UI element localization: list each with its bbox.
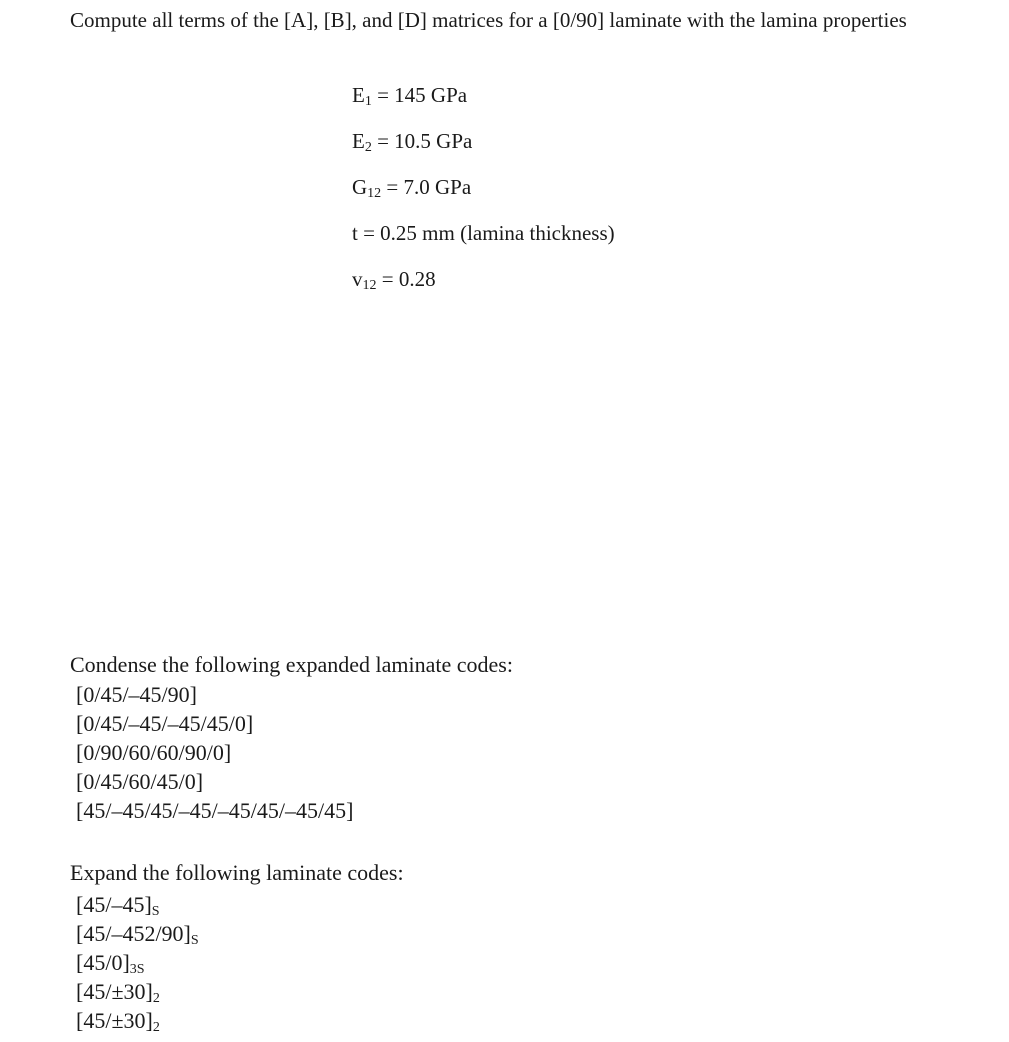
list-item: [45/–45/45/–45/–45/45/–45/45] (76, 798, 354, 823)
list-item: $[45/\pm 30]_2$ (76, 1008, 160, 1035)
list-item: $[45/\pm 30]_2$ (76, 979, 160, 1006)
property-v12: $v_{12} = 0.28$ (352, 267, 436, 293)
question-1-prompt (70, 6, 970, 35)
condense-list (76, 680, 353, 825)
property-e1: $E_1 = 145$ GPa (352, 83, 468, 109)
property-g12: $G_{12} = 7.0$ GPa (352, 175, 472, 201)
list-item: [0/90/60/60/90/0] (76, 740, 232, 765)
expand-title: Expand the following laminate codes: (70, 860, 404, 885)
list-item: $[45/-45]_S$ (76, 892, 160, 919)
lamina-properties (352, 81, 615, 311)
expand-list (76, 890, 199, 1035)
condense-title: Condense the following expanded laminate codes: (70, 652, 513, 677)
property-thickness: t = 0.25 mm (lamina thickness) (352, 221, 615, 245)
list-item: $[45/0]_{3S}$ (76, 950, 145, 977)
list-item: [0/45/–45/–45/45/0] (76, 711, 254, 736)
list-item: $[45/-452/90]_S$ (76, 921, 199, 948)
question-1-text: Compute all terms of the [A], [B], and [D] matrices for a [0/90] laminate with the lamina properties (70, 8, 907, 32)
list-item: [0/45/60/45/0] (76, 769, 204, 794)
property-e2: $E_2 = 10.5$ GPa (352, 129, 473, 155)
list-item: [0/45/–45/90] (76, 682, 197, 707)
